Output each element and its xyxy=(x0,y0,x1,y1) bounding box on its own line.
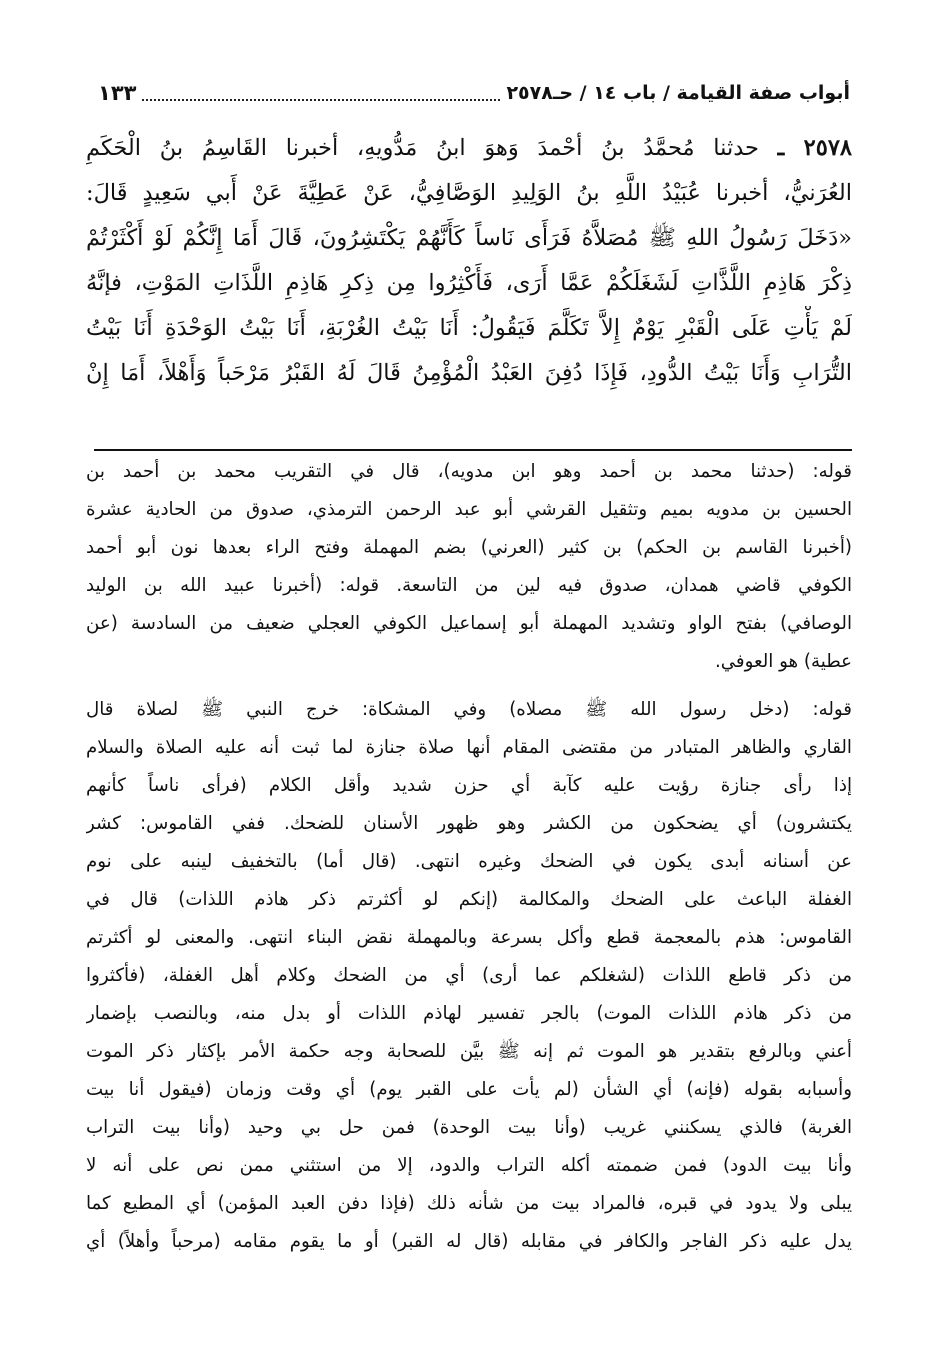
commentary-line: عطية) هو العوفي. xyxy=(714,651,852,672)
hadith-line: ذِكْرَ هَاذِمِ اللَّذَّاتِ لَشَغَلَكُمْ عَمَّا أَرَى، فَأَكْثِرُوا مِن ذِكرِ هَاذِمِ اللَّذَاتِ المَوْتِ، فإنَّهُ xyxy=(86,270,852,296)
hadith-line: لَمْ يَأْتِ عَلَى الْقَبْرِ يَوْمٌ إِلاَّ تَكَلَّمَ فَيَقُولُ: أَنَا بَيْتُ الغُرْبَةِ، أَنَا بَيْتُ الوَحْدَةِ أَنَا بَيْتُ xyxy=(86,315,852,341)
commentary-text xyxy=(86,453,852,1261)
commentary-line: (أخبرنا القاسم بن الحكم) بن كثير (العرني) بضم المهملة وفتح الراء بعدها نون أبو أحمد xyxy=(86,537,852,558)
commentary-line: الغفلة الباعث على الضحك والمكالمة (إنكم لو أكثرتم ذكر هاذم اللذات) قال في xyxy=(86,889,852,910)
commentary-line: الوصافي) بفتح الواو وتشديد المهملة أبو إسماعيل الكوفي العجلي ضعيف من السادسة (عن xyxy=(86,613,852,634)
commentary-line: الحسين بن مدويه بميم وتثقيل القرشي أبو عبد الرحمن الترمذي، صدوق من الحادية عشرة xyxy=(86,499,852,520)
page-number: ١٣٣ xyxy=(98,81,137,105)
hadith-line: العُرَنيُّ، أخبرنا عُبَيْدُ اللَّهِ بنُ الوَلِيدِ الوَصَّافِيُّ، عَنْ عَطِيَّةَ عَنْ أَبي سَعِيدٍ قَالَ: xyxy=(86,180,852,206)
section-divider xyxy=(94,449,852,451)
commentary-line: إذا رأى جنازة رؤيت عليه كآبة أي حزن شديد وأقل الكلام (فرأى ناساً كأنهم xyxy=(86,775,852,796)
running-header xyxy=(98,76,850,110)
commentary-line: يدل عليه ذكر الفاجر والكافر في مقابله (قال له القبر) أو ما يقوم مقامه (مرحباً وأهلاً) أي xyxy=(86,1231,852,1252)
commentary-line: قوله: (دخل رسول الله ﷺ مصلاه) وفي المشكاة: خرج النبي ﷺ لصلاة قال xyxy=(86,699,852,720)
commentary-line: الغربة) فالذي يسكنني غريب (وأنا بيت الوحدة) فمن حل بي وحيد (وأنا بيت التراب xyxy=(86,1117,852,1138)
commentary-line: من ذكر هاذم اللذات الموت) بالجر تفسير لهاذم اللذات أو بدل منه، وبالنصب بإضمار xyxy=(86,1003,852,1024)
commentary-line: القاري والظاهر المتبادر من مقتضى المقام أنها صلاة جنازة لما ثبت أنه عليه الصلاة والسلام xyxy=(86,737,852,758)
paragraph-gap xyxy=(86,681,852,691)
running-title: أبواب صفة القيامة / باب ١٤ / حـ٢٥٧٨ xyxy=(506,82,850,104)
commentary-line: الكوفي قاضي همدان، صدوق فيه لين من التاسعة. قوله: (أخبرنا عبيد الله بن الوليد xyxy=(86,575,852,596)
commentary-line: وأنا بيت الدود) فمن ضممته أكله التراب والدود، إلا من استثني ممن نص على أنه لا xyxy=(86,1155,852,1176)
hadith-line: ٢٥٧٨ ـ حدثنا مُحمَّدُ بنُ أحْمدَ وَهوَ ابنُ مَدُّويهِ، أخبرنا القَاسِمُ بنُ الْحَكَمِ xyxy=(86,135,852,161)
commentary-line: القاموس: هذم بالمعجمة قطع وأكل بسرعة وبالمهملة نقض البناء انتهى. والمعنى لو أكثرتم xyxy=(86,927,852,948)
dotted-leader xyxy=(142,97,500,101)
hadith-line: التُّرَابِ وَأَنَا بَيْتُ الدُّودِ، فَإِذَا دُفِنَ العَبْدُ الْمُؤْمِنُ قَالَ لَهُ القَبْرُ مَرْحَباً وَأَهْلاً، أَمَا إِنْ xyxy=(86,360,852,386)
commentary-line: قوله: (حدثنا محمد بن أحمد وهو ابن مدويه)، قال في التقريب محمد بن أحمد بن xyxy=(86,461,852,482)
hadith-text xyxy=(86,126,852,396)
commentary-line: عن أسنانه أبدى يكون في الضحك وغيره انتهى. (قال أما) بالتخفيف لينبه على نوم xyxy=(86,851,852,872)
commentary-line: أعني وبالرفع بتقدير هو الموت ثم إنه ﷺ بيَّن للصحابة وجه حكمة الأمر بإكثار ذكر الموت xyxy=(86,1041,852,1062)
commentary-line: وأسبابه بقوله (فإنه) أي الشأن (لم يأت على القبر يوم) أي وقت وزمان (فيقول أنا بيت xyxy=(86,1079,852,1100)
hadith-number: ٢٥٧٨ ـ xyxy=(777,135,852,161)
commentary-line: يبلى ولا يدود في قبره، فالمراد بيت من شأنه ذلك (فإذا دفن العبد المؤمن) أي المطيع كما xyxy=(86,1193,852,1214)
hadith-line: «دَخَلَ رَسُولُ اللهِ ﷺ مُصَلاَّهُ فَرَأَى نَاساً كَأَنَّهُمْ يَكْتَشِرُونَ، قَالَ أَمَا إِنَّكُمْ لَوْ أَكْثَرْتُمْ xyxy=(86,225,852,251)
commentary-line: من ذكر قاطع اللذات (لشغلكم عما أرى) أي من الضحك وكلام أهل الغفلة، (فأكثروا xyxy=(86,965,852,986)
commentary-line: يكتشرون) أي يضحكون من الكشر وهو ظهور الأسنان للضحك. ففي القاموس: كشر xyxy=(86,813,852,834)
